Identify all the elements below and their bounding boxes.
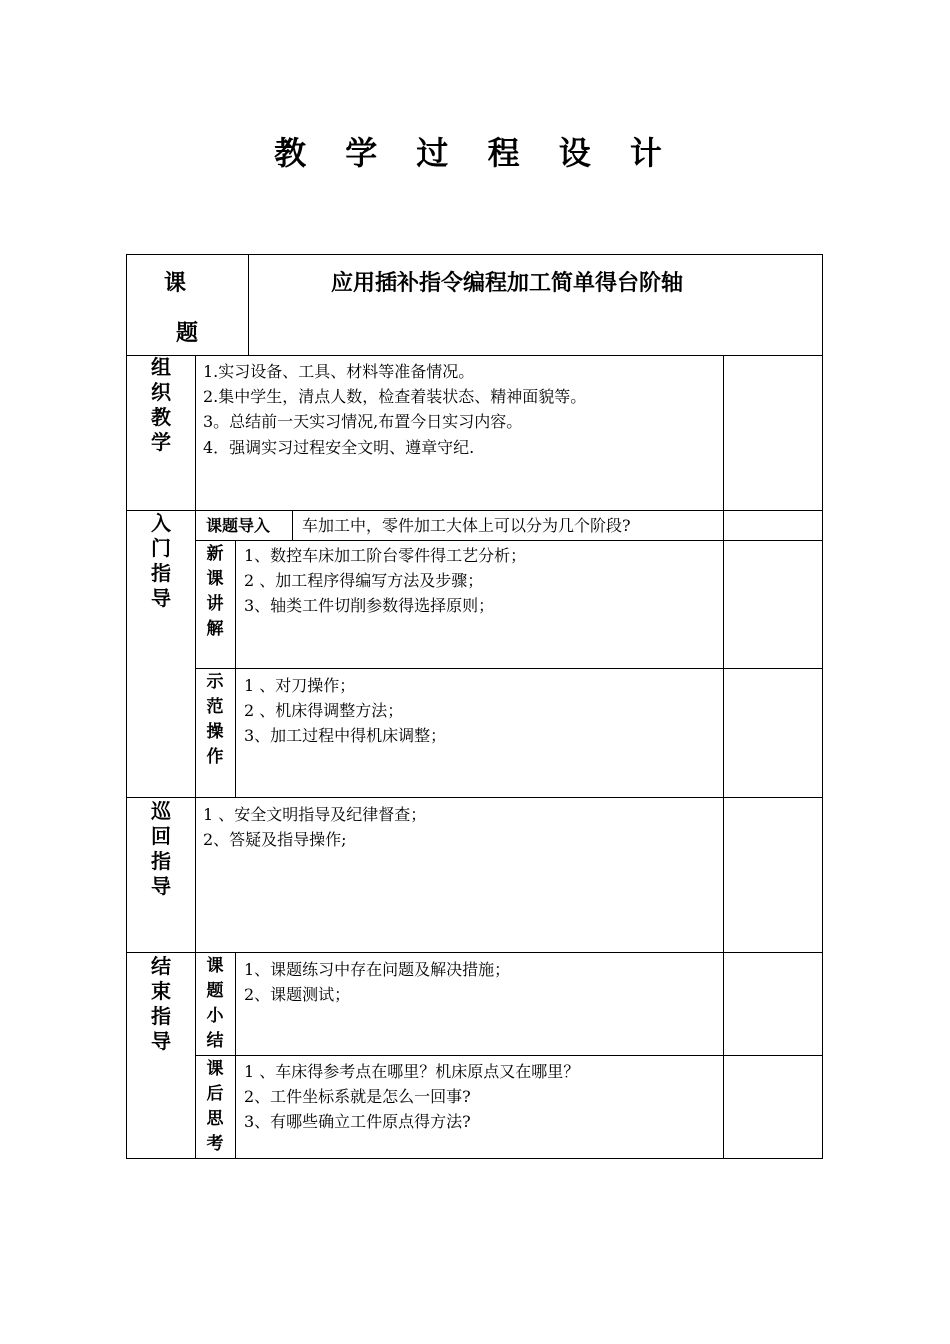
sublabel-lecture: 新 课 讲 解 [206, 544, 224, 639]
remarks-column-divider [723, 355, 724, 1158]
row-divider [195, 540, 823, 541]
row-divider [126, 510, 823, 511]
sublabel-reflection: 课 后 思 考 [206, 1059, 224, 1154]
sublabel-summary: 课 题 小 结 [206, 956, 224, 1051]
patrol-line-2: 2、答疑及指导操作; [203, 830, 347, 849]
table-border-top [126, 254, 823, 255]
row-divider [195, 1055, 823, 1056]
reflection-line-3: 3、有哪些确立工件原点得方法? [244, 1112, 471, 1131]
row-divider [126, 797, 823, 798]
row-divider [126, 952, 823, 953]
lead-text: 车加工中，零件加工大体上可以分为几个阶段? [302, 516, 631, 535]
section-label-divider [195, 355, 196, 1158]
demo-line-2: 2 、机床得调整方法； [244, 701, 404, 720]
lecture-line-1: 1、数控车床加工阶台零件得工艺分析； [244, 546, 527, 565]
sublabel-demo: 示 范 操 作 [206, 672, 224, 767]
row-divider [195, 668, 823, 669]
organize-line-2: 2.集中学生，清点人数，检查着装状态、精神面貌等。 [203, 387, 587, 406]
topic-label-1: 课 [164, 271, 187, 296]
lead-label: 课题导入 [206, 516, 271, 535]
organize-line-4: 4．强调实习过程安全文明、遵章守纪. [203, 438, 475, 457]
lecture-line-3: 3、轴类工件切削参数得选择原则； [244, 596, 495, 615]
table-border-left [126, 254, 127, 1158]
section-label-intro: 入 门 指 导 [151, 511, 171, 610]
sublabel-divider [235, 952, 236, 1158]
organize-line-3: 3。总结前一天实习情况,布置今日实习内容。 [203, 412, 523, 431]
section-label-organize: 组 织 教 学 [151, 355, 171, 454]
topic-title: 应用插补指令编程加工简单得台阶轴 [331, 271, 684, 296]
page-title: 教 学 过 程 设 计 [274, 134, 676, 172]
demo-line-3: 3、加工过程中得机床调整； [244, 726, 447, 745]
lead-label-divider [292, 510, 293, 540]
section-label-ending: 结 束 指 导 [151, 954, 171, 1053]
sublabel-divider [235, 540, 236, 797]
organize-line-1: 1.实习设备、工具、材料等准备情况。 [203, 362, 475, 381]
demo-line-1: 1 、对刀操作； [244, 676, 356, 695]
table-border-right [822, 254, 823, 1158]
row-divider [126, 355, 823, 356]
summary-line-2: 2、课题测试； [244, 985, 351, 1004]
summary-line-1: 1、课题练习中存在问题及解决措施； [244, 960, 511, 979]
table-border-bottom [126, 1158, 823, 1159]
topic-divider [248, 254, 249, 355]
reflection-line-1: 1 、车床得参考点在哪里？机床原点又在哪里？ [244, 1062, 580, 1081]
lecture-line-2: 2 、加工程序得编写方法及步骤； [244, 571, 484, 590]
reflection-line-2: 2、工件坐标系就是怎么一回事? [244, 1087, 471, 1106]
patrol-line-1: 1 、安全文明指导及纪律督查； [203, 805, 427, 824]
section-label-patrol: 巡 回 指 导 [151, 799, 171, 898]
topic-label-2: 题 [176, 321, 199, 346]
